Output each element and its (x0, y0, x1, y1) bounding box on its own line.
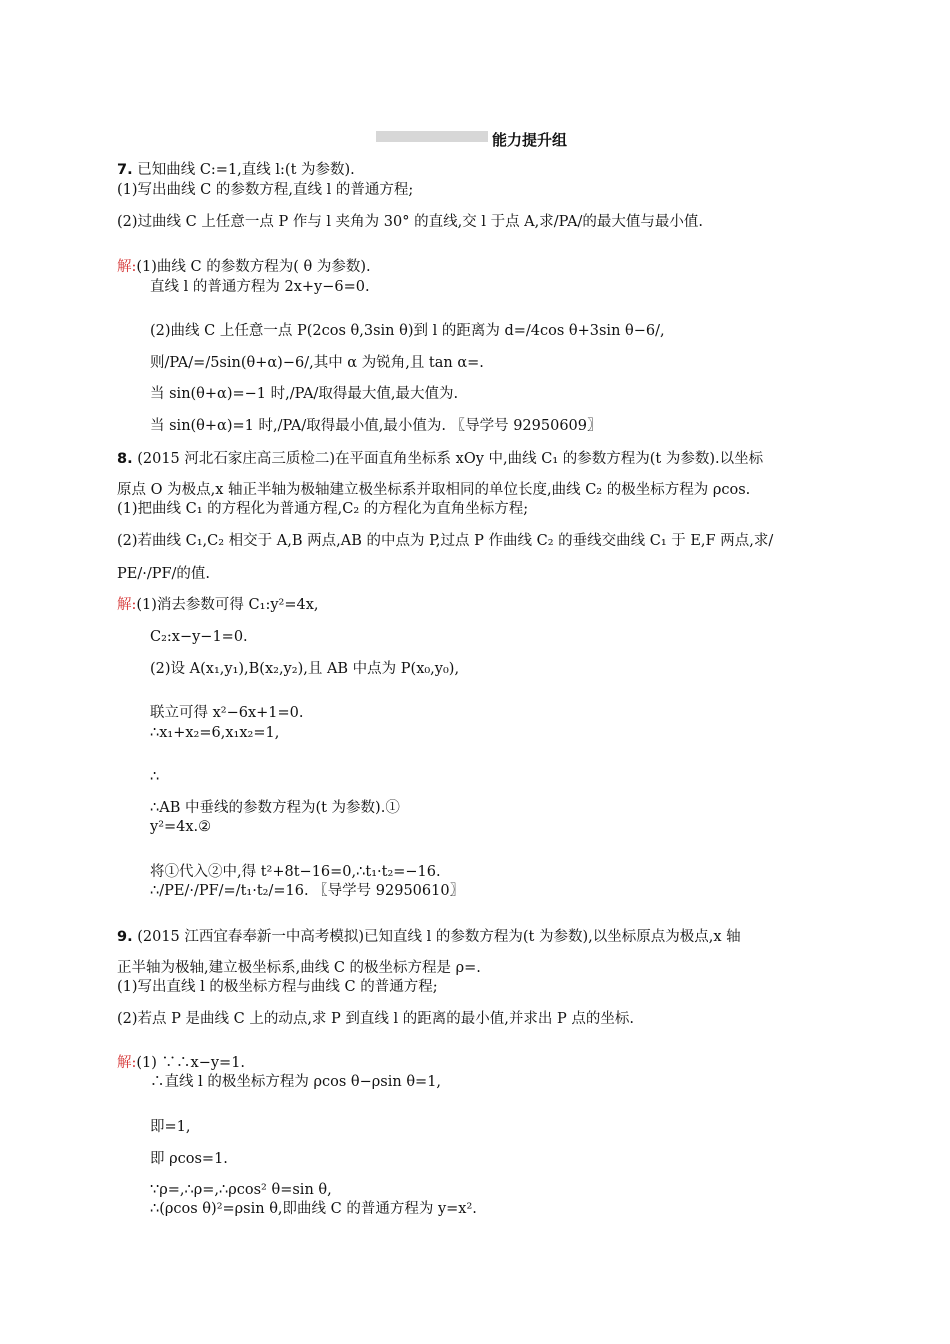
q8-answer-7: ∴AB 中垂线的参数方程为(t 为参数).① (150, 800, 400, 816)
q8-stem-2: 原点 O 为极点,x 轴正半轴为极轴建立极坐标系并取相同的单位长度,曲线 C₂ 的极坐标方程为 ρcos. (117, 482, 751, 498)
q9-part1: (1)写出直线 l 的极坐标方程与曲线 C 的普通方程; (117, 979, 438, 995)
q8-answer-6: ∴ (150, 769, 160, 785)
q7-part2: (2)过曲线 C 上任意一点 P 作与 l 夹角为 30° 的直线,交 l 于点 A,求/PA/的最大值与最小值. (117, 214, 704, 230)
q8-number: 8. (117, 451, 133, 467)
q7-answer-4: 则/PA/=/5sin(θ+α)−6/,其中 α 为锐角,且 tan α=. (150, 355, 484, 371)
q9-stem-text-1: (2015 江西宜春奉新一中高考模拟)已知直线 l 的参数方程为(t 为参数),以坐标原点为极点,x 轴 (132, 929, 741, 945)
q8-part1: (1)把曲线 C₁ 的方程化为普通方程,C₂ 的方程化为直角坐标方程; (117, 501, 529, 517)
q8-answer-9: 将①代入②中,得 t²+8t−16=0,∴t₁·t₂=−16. (150, 864, 441, 880)
q8-answer-2: C₂:x−y−1=0. (150, 629, 248, 645)
q8-answer-4: 联立可得 x²−6x+1=0. (150, 705, 304, 721)
q7-answer-5: 当 sin(θ+α)=−1 时,/PA/取得最大值,最大值为. (150, 386, 459, 402)
q7-answer-6: 当 sin(θ+α)=1 时,/PA/取得最小值,最小值为. 〖导学号 92950609〗 (150, 418, 602, 434)
q9-stem-1 (117, 928, 741, 946)
q9-answer-1: (1) ∵∴x−y=1. (136, 1055, 246, 1071)
q8-answer-10: ∴/PE/·/PF/=/t₁·t₂/=16. 〖导学号 92950610〗 (150, 883, 465, 899)
q8-part2-cont: PE/·/PF/的值. (117, 566, 211, 582)
q8-stem-text-1: (2015 河北石家庄高三质检二)在平面直角坐标系 xOy 中,曲线 C₁ 的参数方程为(t 为参数).以坐标 (132, 451, 764, 467)
q7-answer-start (117, 258, 371, 276)
q9-answer-4: 即 ρcos=1. (150, 1151, 228, 1167)
q7-part1: (1)写出曲线 C 的参数方程,直线 l 的普通方程; (117, 182, 414, 198)
q7-jie-label: 解: (117, 259, 137, 275)
q9-answer-3: 即=1, (150, 1119, 191, 1135)
q7-answer-1: (1)曲线 C 的参数方程为( θ 为参数). (136, 259, 371, 275)
q8-answer-8: y²=4x.② (150, 819, 212, 835)
q7-number: 7. (117, 162, 133, 178)
q7-stem (117, 161, 355, 179)
q9-answer-5: ∵ρ=,∴ρ=,∴ρcos² θ=sin θ, (150, 1182, 332, 1198)
q9-number: 9. (117, 929, 133, 945)
q7-stem-text: 已知曲线 C:=1,直线 l:(t 为参数). (132, 162, 355, 178)
q7-answer-2: 直线 l 的普通方程为 2x+y−6=0. (150, 279, 370, 295)
q9-answer-6: ∴(ρcos θ)²=ρsin θ,即曲线 C 的普通方程为 y=x². (150, 1201, 477, 1217)
q8-answer-3: (2)设 A(x₁,y₁),B(x₂,y₂),且 AB 中点为 P(x₀,y₀), (150, 661, 460, 677)
q9-part2: (2)若点 P 是曲线 C 上的动点,求 P 到直线 l 的距离的最小值,并求出 P 点的坐标. (117, 1011, 634, 1027)
q8-jie-label: 解: (117, 597, 137, 613)
section-title: 能力提升组 (492, 131, 568, 149)
q9-answer-2: ∴直线 l 的极坐标方程为 ρcos θ−ρsin θ=1, (150, 1074, 442, 1090)
q9-jie-label: 解: (117, 1055, 137, 1071)
q9-stem-2: 正半轴为极轴,建立极坐标系,曲线 C 的极坐标方程是 ρ=. (117, 960, 481, 976)
q8-part2: (2)若曲线 C₁,C₂ 相交于 A,B 两点,AB 的中点为 P,过点 P 作曲线 C₂ 的垂线交曲线 C₁ 于 E,F 两点,求/ (117, 533, 774, 549)
q9-answer-start (117, 1054, 245, 1072)
section-title-bar (376, 131, 488, 142)
q7-answer-3: (2)曲线 C 上任意一点 P(2cos θ,3sin θ)到 l 的距离为 d=/4cos θ+3sin θ−6/, (150, 323, 665, 339)
q8-answer-5: ∴x₁+x₂=6,x₁x₂=1, (150, 725, 280, 741)
q8-answer-start (117, 596, 319, 614)
q8-answer-1: (1)消去参数可得 C₁:y²=4x, (136, 597, 319, 613)
q8-stem-1 (117, 450, 763, 468)
